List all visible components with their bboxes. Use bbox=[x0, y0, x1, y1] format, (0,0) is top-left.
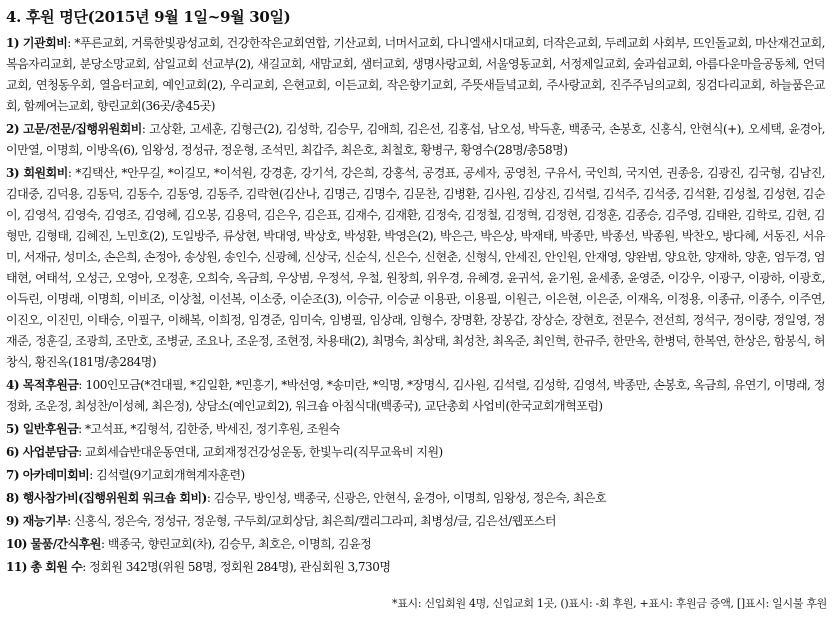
section-label: 2) 고문/전문/집행위원회비 bbox=[6, 122, 142, 136]
section-label: 10) 물품/간식후원 bbox=[6, 537, 101, 551]
section-label: 11) 총 회원 수 bbox=[6, 560, 83, 574]
section-text: : *푸른교회, 거룩한빛광성교회, 건강한작은교회연합, 기산교회, 너머서교회, 다니엘새시대교회, 더작은교회, 두레교회 사회부, 뜨인돌교회, 마산재건교회, 복음자리교회, 분당소망교회, 삼일교회 선교부(2), 새길교회, 새맘교회, 샘터교회, 생명사랑교회, 서울영동교회, 서정제일교회, 숲과쉼교회, 아름다운마을공동체, 언덕교회, 연청동우회, 열음터교회, 예인교회(2), 우리교회, 은현교회, 이든교회, 작은향기교회, 주뜻새들녘교회, 주사랑교회, 진주주님의교회, 징검다리교회, 하늘품은교회, 함께여는교회, 향린교회(36곳/총45곳) bbox=[6, 36, 825, 113]
section-label: 6) 사업분담금 bbox=[6, 445, 79, 459]
page-title: 4. 후원 명단(2015년 9월 1일~9월 30일) bbox=[6, 8, 291, 26]
section-event-fees bbox=[6, 488, 825, 509]
section-text: : 교회세습반대운동연대, 교회재정건강성운동, 한빛누리(직무교육비 지원) bbox=[78, 445, 443, 459]
section-label: 1) 기관회비 bbox=[6, 36, 68, 50]
section-text: : 김승무, 방인성, 백종국, 신광은, 안현식, 윤경아, 이명희, 임왕성, 정은숙, 최은호 bbox=[206, 491, 607, 505]
section-label: 3) 회원회비 bbox=[6, 166, 68, 180]
section-label: 9) 재능기부 bbox=[6, 514, 68, 528]
section-member-fees bbox=[6, 163, 825, 373]
footnote: *표시: 신입회원 4명, 신입교회 1곳, ()표시: -회 후원, +표시: 후원금 증액, []표시: 일시불 후원 bbox=[392, 597, 827, 610]
section-institution-fees bbox=[6, 33, 825, 117]
section-text: : 정회원 342명(위원 58명, 정회원 284명), 관심회원 3,730명 bbox=[82, 560, 391, 574]
section-general-donations bbox=[6, 419, 825, 440]
section-talent-donations bbox=[6, 511, 825, 532]
section-label: 7) 아카데미회비 bbox=[6, 468, 90, 482]
section-text: : *고석표, *김형석, 김한중, 박세진, 정기후원, 조원숙 bbox=[78, 422, 340, 436]
section-text: : 신홍식, 정은숙, 정성규, 정운형, 구두회/교회상담, 최은희/캘리그라피, 최병성/글, 김은선/웹포스터 bbox=[67, 514, 557, 528]
section-label: 5) 일반후원금 bbox=[6, 422, 79, 436]
section-text: : 백종국, 향린교회(차), 김승무, 최호은, 이명희, 김윤정 bbox=[101, 537, 372, 551]
section-purpose-donations bbox=[6, 375, 825, 417]
section-goods-donations bbox=[6, 534, 825, 555]
section-text: : 고상환, 고세훈, 김형근(2), 김성학, 김승무, 김애희, 김은선, 김홍섭, 남오성, 박득훈, 백종국, 손봉호, 신홍식, 안현식(+), 오세택, 윤경아, 이만열, 이명희, 이방옥(6), 임왕성, 정성규, 정운형, 조석민, 최갑주, 최은호, 최철호, 황병구, 황영수(28명/총58명) bbox=[6, 122, 825, 157]
section-label: 8) 행사참가비(집행위원회 워크숍 회비) bbox=[6, 491, 207, 505]
section-label: 4) 목적후원금 bbox=[6, 378, 79, 392]
section-text: : 100인모금(*견대필, *김일환, *민흥기, *박선영, *송미란, *익명, *장명식, 김사원, 김석렬, 김성학, 김영석, 박종만, 손봉호, 옥금희, 유연기, 이명래, 정정화, 조운정, 최성찬/이성혜, 최은정), 상담소(예인교회2), 워크숍 아침식대(백종국), 교단총회 사업비(한국교회개혁포럼) bbox=[6, 378, 826, 413]
section-text: : *김택산, *안무길, *이길모, *이석원, 강경훈, 강기석, 강은희, 강홍석, 공경표, 공세자, 공영천, 구유서, 국인희, 국지연, 권종응, 김광진, 김국형, 김남진, 김대중, 김덕용, 김동덕, 김동수, 김동영, 김동주, 김락현(김산나, 김명근, 김명수, 김문찬, 김병환, 김사원, 김상진, 김석렬, 김석주, 김석중, 김석환, 김성철, 김성현, 김순이, 김영석, 김영숙, 김영조, 김영혜, 김오봉, 김용덕, 김은우, 김은표, 김재수, 김재환, 김정숙, 김정철, 김정혁, 김정현, 김정훈, 김종승, 김주영, 김태완, 김학로, 김현, 김형만, 김형태, 김혜진, 노민호(2), 도일방주, 류상현, 박대영, 박상호, 박성환, 박영은(2), 박은근, 박은상, 박재태, 박종만, 박종선, 박종원, 박찬오, 방다혜, 서동진, 서유미, 서재규, 성미소, 손은희, 손정아, 송상원, 송인수, 신광혜, 신상국, 신순식, 신은수, 신현춘, 신형식, 안세진, 안인원, 안재영, 양완범, 양요한, 양재하, 양훈, 엄두경, 엄태현, 여태석, 오성근, 오영아, 오정훈, 오희숙, 옥금희, 우상범, 우정석, 우철, 원창희, 위우경, 유혜경, 윤귀석, 윤기원, 윤세종, 윤영준, 이강우, 이광구, 이광하, 이광호, 이득린, 이명래, 이명희, 이비조, 이상철, 이선복, 이소중, 이순조(3), 이승규, 이승균 이용판, 이용필, 이원근, 이은현, 이은준, 이재옥, 이정용, 이종규, 이종수, 이주연, 이진오, 이진민, 이태승, 이필구, 이해복, 이희정, 임경준, 임미숙, 임병필, 임상래, 임형수, 장명환, 장봉갑, 장상순, 장현호, 전문수, 전선희, 정석구, 정이량, 정일영, 정재준, 정훈길, 조광희, 조만호, 조병균, 조요나, 조운정, 조현정, 차용태(2), 최명숙, 최상태, 최성찬, 최옥준, 최인혁, 한규주, 한만옥, 한병덕, 한복연, 한상은, 함봉식, 허창식, 황진옥(181명/총284명) bbox=[6, 166, 826, 369]
section-project-shares bbox=[6, 442, 825, 463]
section-academy-fees bbox=[6, 465, 825, 486]
section-total-members bbox=[6, 557, 825, 578]
section-text: : 김석렬(9기교회개혁계자훈련) bbox=[89, 468, 245, 482]
section-advisor-fees bbox=[6, 119, 825, 161]
